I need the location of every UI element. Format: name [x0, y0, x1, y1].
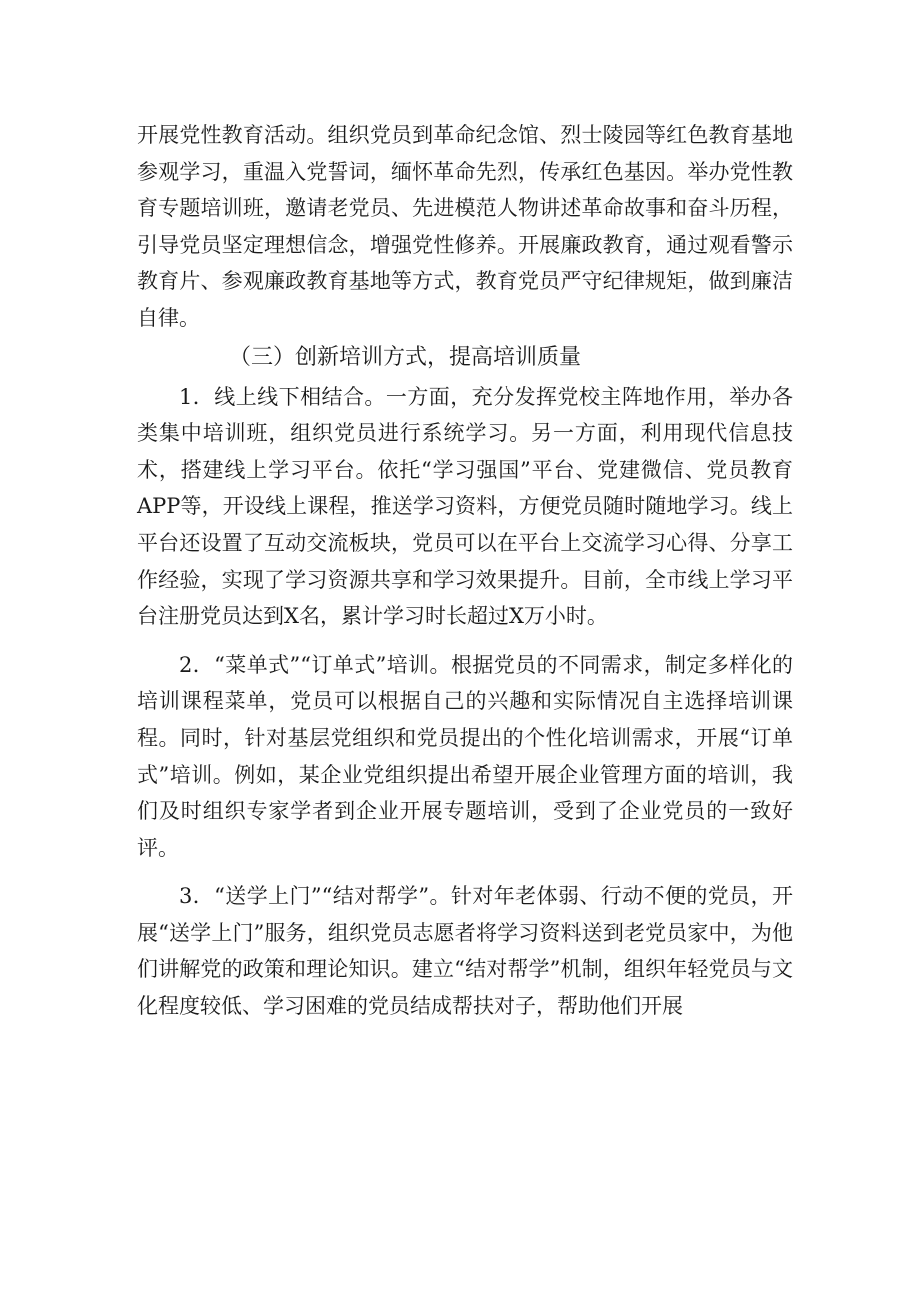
paragraph-online-offline: 1．线上线下相结合。一方面，充分发挥党校主阵地作用，举办各类集中培训班，组织党员进行系统学习。另一方面，利用现代信息技术，搭建线上学习平台。依托“学习强国”平台、党建微信、党员教育APP等，开设线上课程，推送学习资料，方便党员随时随地学习。线上平台还设置了互动交流板块，党员可以在平台上交流学习心得、分享工作经验，实现了学习资源共享和学习效果提升。目前，全市线上学习平台注册党员达到X名，累计学习时长超过X万小时。	[137, 384, 793, 629]
document-body	[137, 117, 793, 1025]
paragraph-delivery-pairing: 3．“送学上门”“结对帮学”。针对年老体弱、行动不便的党员，开展“送学上门”服务，组织党员志愿者将学习资料送到老党员家中，为他们讲解党的政策和理论知识。建立“结对帮学”机制，组织年轻党员与文化程度较低、学习困难的党员结成帮扶对子，帮助他们开展	[137, 884, 793, 1019]
paragraph-party-education: 开展党性教育活动。组织党员到革命纪念馆、烈士陵园等红色教育基地参观学习，重温入党誓词，缅怀革命先烈，传承红色基因。举办党性教育专题培训班，邀请老党员、先进模范人物讲述革命故事和奋斗历程，引导党员坚定理想信念，增强党性修养。开展廉政教育，通过观看警示教育片、参观廉政教育基地等方式，教育党员严守纪律规矩，做到廉洁自律。	[137, 123, 793, 330]
paragraph-menu-order-training: 2．“菜单式”“订单式”培训。根据党员的不同需求，制定多样化的培训课程菜单，党员可以根据自己的兴趣和实际情况自主选择培训课程。同时，针对基层党组织和党员提出的个性化培训需求，开展“订单式”培训。例如，某企业党组织提出希望开展企业管理方面的培训，我们及时组织专家学者到企业开展专题培训，受到了企业党员的一致好评。	[137, 652, 793, 860]
section-heading-innovate-training: （三）创新培训方式，提高培训质量	[229, 344, 582, 370]
